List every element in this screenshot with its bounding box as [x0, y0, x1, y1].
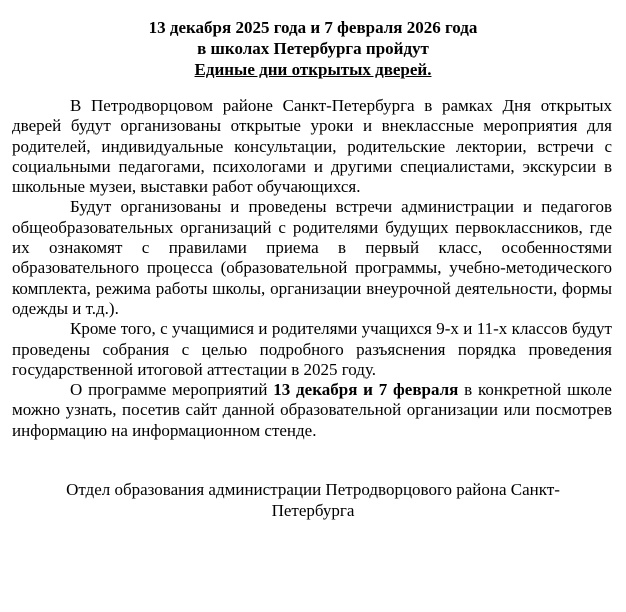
signature-line-1: Отдел образования администрации Петродворцового района Санкт-	[66, 480, 560, 499]
paragraph-open-day-activities: В Петродворцовом районе Санкт-Петербурга в рамках Дня открытых дверей будут организованы открытые уроки и внеклассные мероприятия для родителей, индивидуальные консультации, родительские лектории, встречи с социальными педагогами, психологами и другими специалистами, экскурсии в школьные музеи, выставки работ обучающихся.	[12, 96, 612, 197]
document-signature	[0, 479, 626, 521]
document-body	[12, 96, 612, 441]
program-info-dates: 13 декабря и 7 февраля	[273, 380, 459, 400]
paragraph-first-graders-meetings: Будут организованы и проведены встречи администрации и педагогов общеобразовательных организаций с родителями будущих первоклассников, где их ознакомят с правилами приема в первый класс, особенностями образовательного процесса (образовательной программы, учебно-методического комплекта, режима работы школы, организации внеурочной деятельности, формы одежды и т.д.).	[12, 197, 612, 318]
document-heading	[0, 17, 626, 80]
heading-line-dates: 13 декабря 2025 года и 7 февраля 2026 года	[148, 18, 478, 37]
heading-line-schools: в школах Петербурга пройдут	[197, 39, 429, 58]
program-info-start: О программе мероприятий	[70, 380, 274, 400]
signature-line-2: Петербурга	[271, 501, 355, 520]
paragraph-graduation-meetings: Кроме того, с учащимися и родителями учащихся 9-х и 11-х классов будут проведены собрания с целью подробного разъяснения порядка проведения государственной итоговой аттестации в 2025 году.	[12, 319, 612, 379]
heading-line-event-title: Единые дни открытых дверей.	[194, 60, 432, 79]
paragraph-program-info	[12, 380, 612, 441]
program-info-end: в конкретной школе можно узнать, посетив сайт данной образовательной организации или посмотрев информацию на информационном стенде.	[12, 380, 612, 440]
